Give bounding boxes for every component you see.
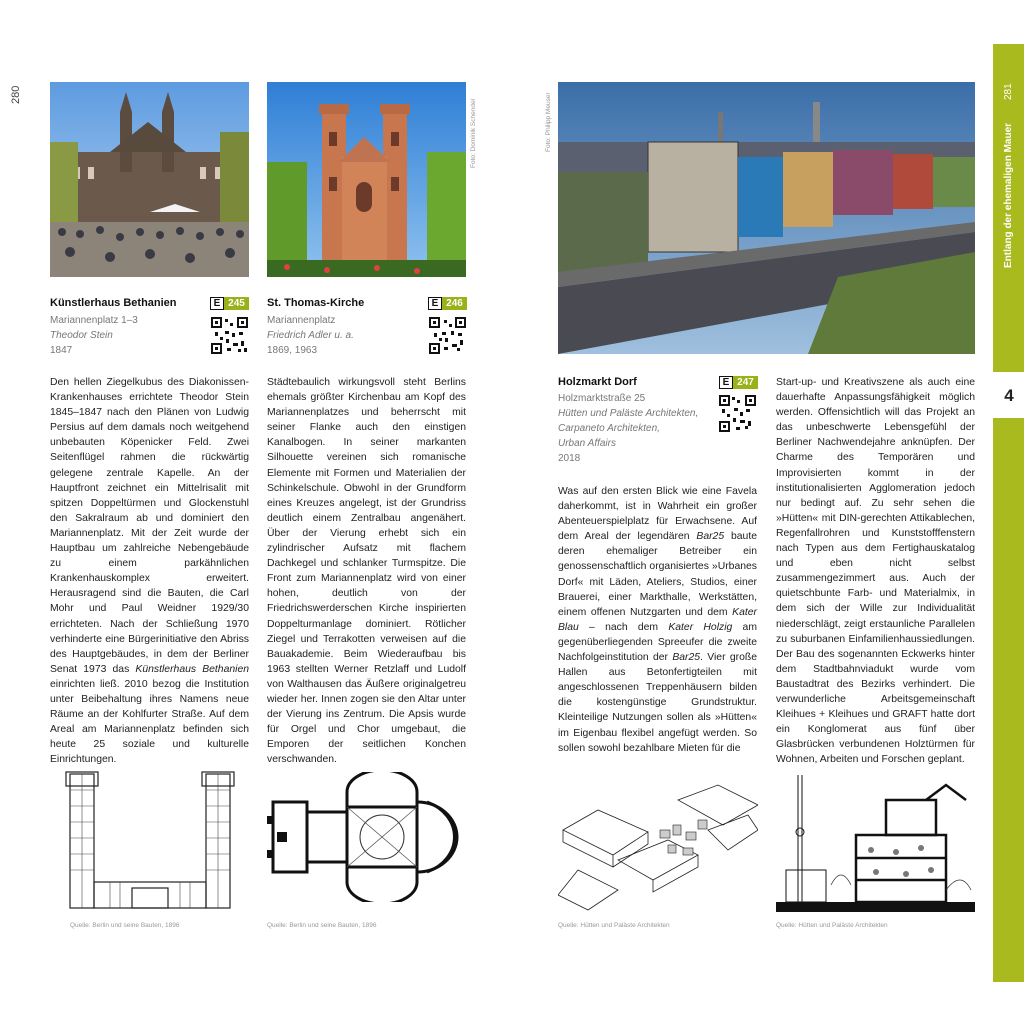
badge-number: 245 [224, 297, 249, 310]
holzmarkt-body-cont: Start-up- und Kreativszene als auch eine dauerhafte Anpassungsfähigkeit möglich werden. Offensichtlich will das Projekt an das unbeschwerte Lebensgefühl der Berliner Nachwendejahre anknüpfen. Der Charme des Temporären und Improvisierten kommt in der institutionalisierten Agglomeration jedoch nur bedingt auf. Zu sehr sehen die »Hütten« mit DIN-gerechten Attikablechen, Regenfallrohren und Kunststofffenstern nach Typen aus dem Fertighauskatalog und eben nicht selbst zusammengezimmert aus. Auch der quietschbunte Farb- und Materialmix, in dem sich der Wille zur Individualität niederschlägt, zeigt erstaunliche Parallelen zu suburbanen Einfamilienhaussiedlungen. Der Bau des sogenannten Eckwerks hinter dem Stadtbahnviadukt wurde vom Baustadtrat des Bezirks verhindert. Die verwunderliche Arbeitsgemeinschaft Kleihues + Kleihues und GRAFT hatte dort ein Konglomerat aus fünf über Glasbrücken verbundenen Holztürmen für Wohnen, Arbeiten und Forschen geplant. [776, 377, 975, 766]
thomas-floor-plan [267, 772, 467, 902]
badge-letter: E [210, 297, 224, 310]
bethanien-photo [50, 82, 249, 277]
holzmarkt-source: Quelle: Hütten und Paläste Architekten [558, 922, 670, 929]
bethanien-meta [50, 313, 138, 358]
bethanien-year: 1847 [50, 345, 73, 356]
holzmarkt-meta [558, 391, 698, 466]
holzmarkt-section-source: Quelle: Hütten und Paläste Architekten [776, 922, 888, 929]
bethanien-body: Den hellen Ziegelkubus des Diakonissen-Krankenhauses errichtete Theodor Stein 1845–1847 nach den Plänen von Ludwig Persius auf dem damals noch weitgehend unbebauten Köpenicker Feld. Zwei Seitenflügel rahmen die rückwärtig gelegene zentrale Kapelle. An der Hauptfront zeichnet ein Mittelrisalit mit spitzen Doppeltürmen und Glockenstuhl den Sakralraum ab und dominiert den Mariannenplatz. Mit der Zeit wurde der Hauptbau um zahlreiche Nebengebäude zu einem parkähnlichen Krankenhauskomplex erweitert. Herausragend sind die Bauten, die Carl Mohr und Paul Weidner 1929/30 errichteten. Nach der Schließung 1970 verhinderte eine Bürgerinitiative den Abriss des Hauptgebäudes, in dem der Berliner Senat 1973 das Künstlerhaus Bethanien einrichten ließ. 2010 bezog die Institution unter Beibehaltung ihres Namens neue Räume an der Kohlfurter Straße. Auf dem Areal am Mariannenplatz befinden sich heute 25 soziale und kulturelle Einrichtungen. [50, 377, 249, 766]
holzmarkt-section [776, 770, 975, 912]
thomas-address: Mariannenplatz [267, 315, 336, 326]
thomas-source: Quelle: Berlin und seine Bauten, 1896 [267, 922, 377, 929]
bethanien-title: Künstlerhaus Bethanien [50, 297, 177, 309]
badge-letter: E [428, 297, 442, 310]
thomas-body: Städtebaulich wirkungsvoll steht Berlins ehemals größter Kirchenbau am Kopf des Mariannenplatzes und beherrscht mit seiner Flanke auch den einstigen Kanalbogen. In seiner markanten Silhouette vereinen sich romanische Elemente mit Formen und Materialien der Schinkelschule. Obwohl in der Grundform eines Kreuzes angelegt, ist der Grundriss deutlich einem Zentralbau angenähert. Über der Vierung erhebt sich ein zylindrischer Aufsatz mit flachem Dachkegel und schlanker Turmspitze. Die Front zum Mariannenplatz wird von einer hohen, deutlich von der Friedrichswerderschen Kirche inspirierten Doppelturmanlage dominiert. Rötlicher Ziegel und Terrakotten verweisen auf die Bauakademie. Beim Wiederaufbau bis 1963 stellten Werner Retzlaff und Ludolf von Walthausen das Äußere originalgetreu wieder her. Innen zogen sie den Altar unter der Vierung ins Zentrum. Die Apsis wurde für Orgel und Chor umgebaut, die Emporen der seitlichen Konchen verschwanden. [267, 377, 466, 766]
thomas-title: St. Thomas-Kirche [267, 297, 365, 309]
holzmarkt-architect-line3: Urban Affairs [558, 438, 616, 449]
holzmarkt-body: Was auf den ersten Blick wie eine Favela daherkommt, ist in Wahrheit ein großer Abenteuerspielplatz für Erwachsene. Auf dem Areal der legendären Bar25 baute deren ehemaliger Betreiber ein genossenschaftlich organisiertes »Urbanes Dorf« mit Läden, Ateliers, Studios, einer Brauerei, einer Markthalle, Werkstätten, einem offenen Nutzgarten und dem Kater Blau – nach dem Kater Holzig am gegenüberliegenden Spreeufer die zweite Nachfolgeinstitution der Bar25. Vier große Hallen aus Betonfertigteilen mit angeschlossenen Treppenhäusern bilden die kostengünstige Grundstruktur. Kleinteilige Nutzungen sollen als »Hütten« im Eigenbau flexibel angefügt werden. So sollen sowohl bezahlbare Mieten für die [558, 486, 757, 754]
page-number-right: 281 [1003, 83, 1014, 100]
holzmarkt-year: 2018 [558, 453, 581, 464]
thomas-meta [267, 313, 354, 358]
holzmarkt-title: Holzmarkt Dorf [558, 376, 637, 388]
thomas-year: 1869, 1963 [267, 345, 318, 356]
section-sidebar-bottom [993, 418, 1024, 982]
badge-number: 247 [733, 376, 758, 389]
page-number-left: 280 [10, 85, 22, 104]
thomas-photo-credit: Foto: Dominik Schendel [470, 98, 477, 168]
thomas-photo [267, 82, 466, 277]
thomas-badge [428, 297, 467, 310]
holzmarkt-badge [719, 376, 758, 389]
bethanien-source: Quelle: Berlin und seine Bauten, 1896 [70, 922, 180, 929]
holzmarkt-axonometric [558, 770, 758, 912]
bethanien-floor-plan [60, 770, 240, 912]
thomas-qr-icon [429, 317, 466, 354]
chapter-number: 4 [1004, 386, 1014, 405]
badge-letter: E [719, 376, 733, 389]
holzmarkt-photo-credit: Foto: Philipp Meuser [545, 92, 552, 152]
bethanien-address: Mariannenplatz 1–3 [50, 315, 138, 326]
section-title: Entlang der ehemaligen Mauer [1003, 122, 1014, 268]
badge-number: 246 [442, 297, 467, 310]
bethanien-qr-icon [211, 317, 248, 354]
thomas-architect: Friedrich Adler u. a. [267, 330, 354, 341]
holzmarkt-architect-line1: Hütten und Paläste Architekten, [558, 408, 699, 419]
bethanien-badge [210, 297, 249, 310]
holzmarkt-architect-line2: Carpaneto Architekten, [558, 423, 660, 434]
holzmarkt-photo [558, 82, 975, 354]
bethanien-architect: Theodor Stein [50, 330, 113, 341]
holzmarkt-address: Holzmarktstraße 25 [558, 393, 646, 404]
holzmarkt-qr-icon [719, 395, 756, 432]
